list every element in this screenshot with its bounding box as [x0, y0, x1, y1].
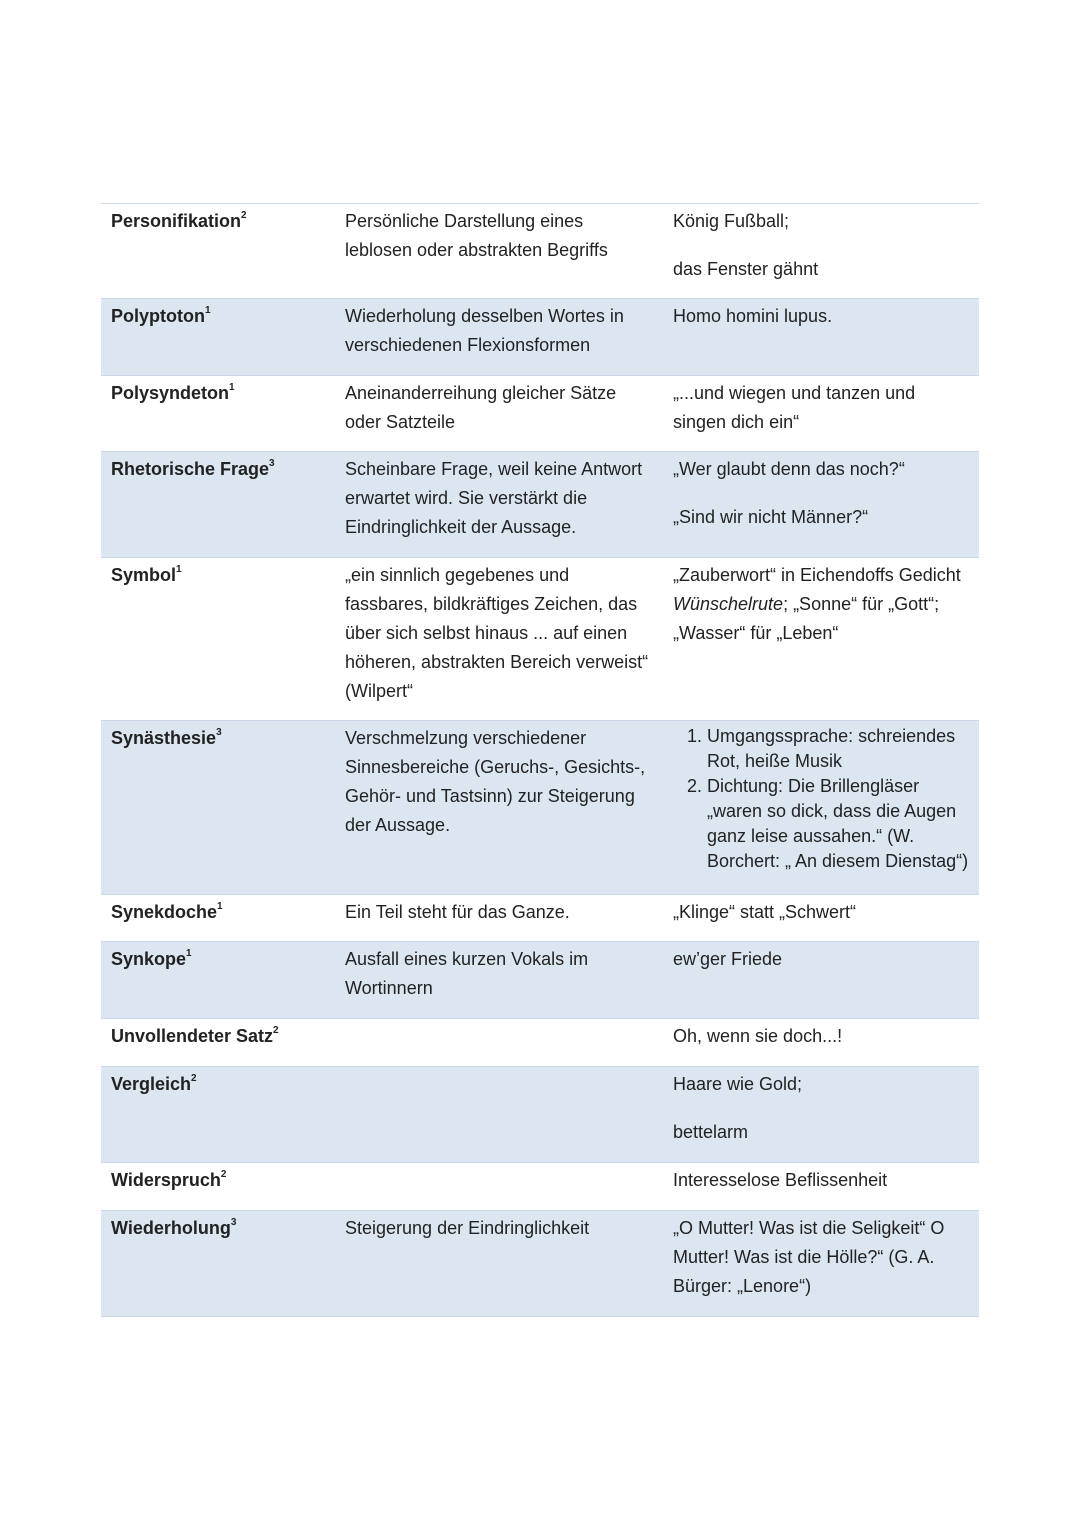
example-cell	[663, 721, 979, 895]
table-row	[101, 299, 979, 376]
definition-cell: Steigerung der Eindringlichkeit	[345, 1218, 590, 1238]
example-cell: Haare wie Gold; bettelarm	[673, 1074, 803, 1142]
table-row	[101, 1163, 979, 1211]
list-item: 1. Umgangssprache: schreiendes Rot, heiße Musik	[707, 724, 969, 774]
definition-cell	[335, 1163, 663, 1211]
definition-cell: Wiederholung desselben Wortes in verschiedenen Flexionsformen	[345, 306, 624, 355]
term-cell: Synekdoche$^1$	[111, 901, 223, 922]
table-row	[101, 376, 979, 452]
term-cell: Polyptoton$^1$	[111, 305, 211, 326]
definition-cell: Persönliche Darstellung eines leblosen oder abstrakten Begriffs	[345, 211, 608, 260]
rhetorical-figures-table	[101, 203, 979, 1317]
table-row	[101, 942, 979, 1019]
term-cell: Unvollendeter Satz$^2$	[111, 1025, 279, 1046]
example-cell: König Fußball; das Fenster gähnt	[673, 211, 819, 279]
example-cell: Homo homini lupus.	[673, 306, 833, 326]
term-cell: Synästhesie$^3$	[111, 727, 222, 748]
example-cell: „O Mutter! Was ist die Seligkeit“ O Mutter! Was ist die Hölle?“ (G. A. Bürger: „Lenore“)	[673, 1218, 945, 1296]
example-cell: „...und wiegen und tanzen und singen dich ein“	[673, 383, 916, 432]
definition-cell: Verschmelzung verschiedener Sinnesbereiche (Geruchs-, Gesichts-, Gehör- und Tastsinn) zur Steigerung der Aussage.	[345, 728, 646, 835]
table-row	[101, 204, 979, 299]
example-cell: ew’ger Friede	[673, 949, 783, 969]
term-cell: Synkope$^1$	[111, 948, 192, 969]
term-cell: Symbol$^1$	[111, 564, 182, 585]
definition-cell: Ein Teil steht für das Ganze.	[345, 902, 570, 922]
example-cell: Interesselose Beflissenheit	[673, 1170, 888, 1190]
example-cell: „Wer glaubt denn das noch?“ „Sind wir nicht Männer?“	[673, 459, 905, 527]
definition-cell	[335, 1019, 663, 1067]
table-row	[101, 1019, 979, 1067]
example-cell: „Klinge“ statt „Schwert“	[673, 902, 857, 922]
example-list	[673, 724, 969, 874]
definition-cell	[335, 1067, 663, 1163]
definition-cell: Scheinbare Frage, weil keine Antwort erwartet wird. Sie verstärkt die Eindringlichkeit der Aussage.	[345, 459, 643, 537]
table-row	[101, 1067, 979, 1163]
definition-cell: Ausfall eines kurzen Vokals im Wortinnern	[345, 949, 589, 998]
term-cell: Personifikation$^2$	[111, 210, 247, 231]
table-row	[101, 1211, 979, 1317]
definition-cell: Aneinanderreihung gleicher Sätze oder Satzteile	[345, 383, 617, 432]
term-cell: Wiederholung$^3$	[111, 1217, 237, 1238]
table-row	[101, 558, 979, 721]
example-cell: Oh, wenn sie doch...!	[673, 1026, 843, 1046]
term-cell: Rhetorische Frage$^3$	[111, 458, 275, 479]
definition-cell: „ein sinnlich gegebenes und fassbares, bildkräftiges Zeichen, das über sich selbst hinaus ... auf einen höheren, abstrakten Bereich verweist“ (Wilpert“	[345, 565, 649, 701]
table-row	[101, 452, 979, 558]
table-row	[101, 721, 979, 895]
example-cell: „Zauberwort“ in Eichendoffs Gedicht Wünschelrute; „Sonne“ für „Gott“; „Wasser“ für „Leben“	[673, 565, 961, 643]
list-item: 2. Dichtung: Die Brillengläser „waren so dick, dass die Augen ganz leise aussahen.“ (W. Borchert: „ An diesem Dienstag“)	[707, 774, 969, 874]
term-cell: Polysyndeton$^1$	[111, 382, 235, 403]
table-row	[101, 895, 979, 942]
term-cell: Vergleich$^2$	[111, 1073, 197, 1094]
term-cell: Widerspruch$^2$	[111, 1169, 227, 1190]
